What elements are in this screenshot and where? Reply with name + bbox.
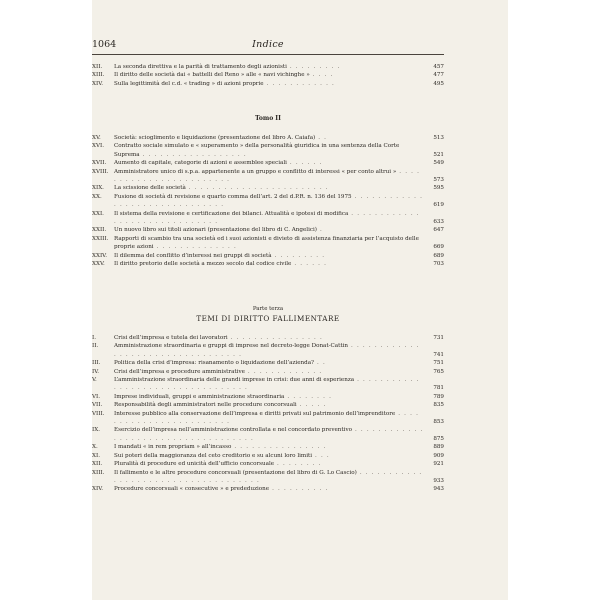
entry-title: Pluralità di procedure ed unicità dell’ufficio concorsuale bbox=[114, 461, 275, 468]
entry-leader-dots: . . . . . . . . . . bbox=[269, 486, 329, 493]
entry-page-number: 751 bbox=[433, 360, 444, 367]
entry-page-number: 765 bbox=[433, 368, 444, 375]
toc-entry bbox=[92, 393, 444, 401]
entry-title: Il sistema della revisione e certificazione dei bilanci. Attualità e ipotesi di modifica bbox=[114, 210, 349, 217]
entry-leader-dots: . . . . . . . . . bbox=[286, 64, 341, 70]
toc-entry bbox=[92, 359, 444, 367]
toc-entry bbox=[92, 80, 444, 88]
entry-leader-dots: . . . . . . . . . . . . . . . . bbox=[227, 335, 323, 341]
tomo-heading: Tomo II bbox=[255, 115, 281, 122]
header-rule bbox=[92, 54, 444, 55]
entry-roman-numeral: XVII. bbox=[92, 160, 107, 167]
entry-page-number: 633 bbox=[433, 219, 444, 226]
toc-entry bbox=[92, 401, 444, 409]
section-title: TEMI DI DIRITTO FALLIMENTARE bbox=[196, 314, 340, 323]
entry-title: Aumento di capitale, categorie di azioni e assemblee speciali bbox=[114, 160, 287, 167]
entry-title: Il fallimento e le altre procedure concorsuali (presentazione del libro di G. Lo Cascio) bbox=[114, 469, 357, 476]
toc-entry bbox=[92, 142, 444, 159]
entry-roman-numeral: XVI. bbox=[92, 143, 105, 150]
entry-leader-dots: . . bbox=[314, 360, 326, 367]
entry-leader-dots: . . . . . . . . . . . . . . . . . . bbox=[139, 151, 247, 158]
entry-roman-numeral: V. bbox=[92, 377, 97, 384]
entry-leader-dots: . . . . . . . . . . . . . . . . . . . . . . . . bbox=[114, 410, 420, 426]
entry-leader-dots: . . . . . . . . bbox=[274, 461, 322, 468]
entry-page-number: 521 bbox=[433, 151, 444, 158]
entry-leader-dots: . . . . . . . . . . . . . bbox=[244, 368, 323, 375]
toc-entry bbox=[92, 235, 444, 252]
page-header bbox=[92, 38, 444, 52]
toc-entry bbox=[92, 368, 444, 376]
entry-page-number: 741 bbox=[433, 351, 444, 358]
toc-entry bbox=[92, 168, 444, 185]
entry-roman-numeral: XXV. bbox=[92, 261, 105, 268]
toc-list-tomo bbox=[92, 134, 444, 269]
entry-roman-numeral: XX. bbox=[92, 193, 102, 200]
entry-roman-numeral: XII. bbox=[92, 461, 103, 468]
entry-page-number: 943 bbox=[433, 486, 444, 493]
entry-leader-dots: . . . . . . . . . . . . . . . . . . . . . . . . . . . . . . . . . . . . bbox=[114, 427, 424, 442]
entry-roman-numeral: XIV. bbox=[92, 80, 104, 87]
entry-title: Crisi dell’impresa e tutela dei lavoratori bbox=[114, 335, 228, 341]
entry-leader-dots: . . . . . . . . . . . . . . . . . . . . . . . . bbox=[185, 185, 329, 192]
entry-title: Amministratore unico di s.p.a. appartenente a un gruppo e conflitto di interessi « per conto altrui » bbox=[114, 168, 397, 175]
entry-roman-numeral: XIX. bbox=[92, 185, 104, 192]
entry-page-number: 853 bbox=[433, 419, 444, 426]
entry-leader-dots: . . . . . . . . . . . . . . . . bbox=[231, 444, 327, 451]
entry-title: La scissione delle società bbox=[114, 185, 186, 192]
entry-page-number: 477 bbox=[433, 72, 444, 79]
entry-title: Società: scioglimento e liquidazione (presentazione del libro A. Caiafa) bbox=[114, 135, 316, 141]
entry-leader-dots: . . . . . . . . . . . . . . bbox=[153, 244, 237, 251]
entry-page-number: 703 bbox=[433, 261, 444, 268]
toc-entry bbox=[92, 226, 444, 234]
entry-title: Esercizio dell’impresa nell’amministrazione controllata e nel concordato preventivo bbox=[114, 427, 352, 434]
entry-page-number: 669 bbox=[433, 244, 444, 251]
entry-roman-numeral: II. bbox=[92, 343, 99, 350]
toc-entry bbox=[92, 460, 444, 468]
entry-title: Il diritto pretorio delle società a mezzo secolo dal codice civile bbox=[114, 261, 292, 268]
toc-list-part bbox=[92, 334, 444, 494]
toc-entry bbox=[92, 63, 444, 71]
entry-page-number: 909 bbox=[433, 452, 444, 459]
entry-roman-numeral: I. bbox=[92, 335, 96, 341]
toc-entry bbox=[92, 342, 444, 359]
entry-leader-dots: . . . . bbox=[309, 72, 334, 79]
entry-page-number: 921 bbox=[433, 461, 444, 468]
entry-roman-numeral: VII. bbox=[92, 402, 103, 409]
toc-list-first bbox=[92, 63, 444, 88]
entry-page-number: 619 bbox=[433, 202, 444, 209]
entry-leader-dots: . . . . . . . . . . . . . . . . . . . . . . . . . . . . . . . . . . . . bbox=[114, 469, 423, 484]
entry-title: Sui poteri della maggioranza del ceto creditorio e su alcuni loro limiti bbox=[114, 452, 313, 459]
entry-leader-dots: . . . . . . . . . . . . . . . . . . . . . . . . bbox=[114, 168, 421, 184]
entry-title: Il diritto delle società dai « battelli del Reno » alle « navi vichinghe » bbox=[114, 72, 310, 79]
toc-entry bbox=[92, 443, 444, 451]
entry-roman-numeral: XXIII. bbox=[92, 235, 109, 242]
entry-roman-numeral: XII. bbox=[92, 64, 103, 70]
entry-title: Contratto sociale simulato e « superamento » della personalità giuridica in una sentenza della Corte Suprema bbox=[114, 143, 400, 158]
entry-roman-numeral: IX. bbox=[92, 427, 100, 434]
toc-entry bbox=[92, 71, 444, 79]
entry-title: L’amministrazione straordinaria delle grandi imprese in crisi: due anni di esperienza bbox=[114, 377, 355, 384]
toc-entry bbox=[92, 410, 444, 427]
entry-title: Responsabilità degli amministratori nelle procedure concorsuali bbox=[114, 402, 297, 409]
entry-page-number: 457 bbox=[433, 64, 444, 70]
entry-roman-numeral: XI. bbox=[92, 452, 100, 459]
entry-page-number: 647 bbox=[433, 227, 444, 234]
toc-entry bbox=[92, 159, 444, 167]
book-page bbox=[92, 0, 508, 600]
entry-leader-dots: . . . . . . . . . . . . bbox=[263, 80, 336, 87]
entry-title: Sulla legittimità del c.d. « trading » di azioni proprie bbox=[114, 80, 264, 87]
entry-leader-dots: . . . . . . . . . bbox=[271, 252, 326, 259]
entry-roman-numeral: XXII. bbox=[92, 227, 107, 234]
toc-entry bbox=[92, 210, 444, 227]
entry-title: Fusione di società di revisione e quarto comma dell’art. 2 del d.P.R. n. 136 del 1975 bbox=[114, 193, 352, 200]
entry-roman-numeral: XIII. bbox=[92, 469, 105, 476]
entry-roman-numeral: IV. bbox=[92, 368, 100, 375]
entry-page-number: 689 bbox=[433, 252, 444, 259]
entry-title: La seconda direttiva e la parità di trattamento degli azionisti bbox=[114, 64, 287, 70]
entry-title: Il dilemma del conflitto d’interessi nei gruppi di società bbox=[114, 252, 272, 259]
entry-title: Interesse pubblico alla conservazione dell’impresa e diritti privati sul patrimonio dell’imprenditore bbox=[114, 410, 396, 417]
entry-title: Crisi dell’impresa e procedure amministrative bbox=[114, 368, 245, 375]
entry-page-number: 889 bbox=[433, 444, 444, 451]
entry-title: Amministrazione straordinaria e gruppi di imprese nel decreto-legge Donat-Cattin bbox=[114, 343, 349, 350]
toc-entry bbox=[92, 376, 444, 393]
entry-leader-dots: . . . . . bbox=[296, 402, 327, 409]
entry-title: Imprese individuali, gruppi e amministrazione straordinaria bbox=[114, 393, 285, 400]
entry-leader-dots: . . . . . . . . . . . . . . . . . . . . . . . . . . . . . . . . . . bbox=[114, 377, 420, 392]
entry-roman-numeral: XVIII. bbox=[92, 168, 109, 175]
entry-page-number: 495 bbox=[433, 80, 444, 87]
entry-page-number: 573 bbox=[433, 177, 444, 184]
entry-title: Politica della crisi d’impresa: risanamento o liquidazione dell’azienda? bbox=[114, 360, 315, 367]
entry-roman-numeral: XXI. bbox=[92, 210, 104, 217]
entry-roman-numeral: VI. bbox=[92, 393, 101, 400]
toc-entry bbox=[92, 193, 444, 210]
entry-roman-numeral: VIII. bbox=[92, 410, 105, 417]
entry-page-number: 933 bbox=[433, 477, 444, 484]
toc-entry bbox=[92, 184, 444, 192]
toc-entry bbox=[92, 334, 444, 342]
running-title: Indice bbox=[252, 39, 284, 50]
entry-roman-numeral: XV. bbox=[92, 135, 101, 141]
entry-leader-dots: . bbox=[316, 227, 323, 234]
entry-roman-numeral: X. bbox=[92, 444, 98, 451]
toc-entry bbox=[92, 426, 444, 443]
entry-leader-dots: . . . bbox=[312, 452, 330, 459]
page-number: 1064 bbox=[92, 39, 117, 50]
entry-roman-numeral: XXIV. bbox=[92, 252, 108, 259]
entry-leader-dots: . . . . . . . . bbox=[284, 393, 333, 400]
toc-entry bbox=[92, 469, 444, 486]
entry-page-number: 513 bbox=[433, 135, 444, 141]
entry-leader-dots: . . . . . . bbox=[286, 160, 323, 167]
part-heading: Parte terza bbox=[252, 306, 284, 312]
entry-roman-numeral: XIII. bbox=[92, 72, 105, 79]
entry-page-number: 549 bbox=[433, 160, 444, 167]
entry-page-number: 781 bbox=[433, 385, 444, 392]
entry-title: Un nuovo libro sui titoli azionari (presentazione del libro di C. Angelici) bbox=[114, 227, 317, 234]
toc-entry bbox=[92, 134, 444, 142]
entry-page-number: 789 bbox=[433, 393, 444, 400]
entry-leader-dots: . . . . . . . . . . . . . . . . . . . . . . . . . . . . . . . bbox=[114, 193, 424, 209]
entry-title: I mandati « in rem propriam » all’incasso bbox=[114, 444, 232, 451]
entry-title: Rapporti di scambio tra una società ed i suoi azionisti e divieto di assistenza finanziaria per l’acquisto delle proprie azioni bbox=[114, 235, 419, 251]
entry-leader-dots: . . bbox=[315, 135, 328, 141]
entry-page-number: 731 bbox=[433, 335, 444, 341]
entry-roman-numeral: XIV. bbox=[92, 486, 104, 493]
entry-leader-dots: . . . . . . . . . . . . . . . . . . . . . . . . . . . . . . bbox=[114, 210, 420, 226]
entry-title: Procedure concorsuali « consecutive » e prededuzione bbox=[114, 486, 270, 493]
entry-page-number: 875 bbox=[433, 435, 444, 442]
toc-entry bbox=[92, 252, 444, 260]
toc-entry bbox=[92, 485, 444, 493]
entry-leader-dots: . . . . . . . . . . . . . . . . . . . . . . . . . . . . . . . . . . bbox=[114, 343, 420, 358]
entry-page-number: 835 bbox=[433, 402, 444, 409]
toc-entry bbox=[92, 260, 444, 268]
entry-page-number: 595 bbox=[433, 185, 444, 192]
entry-leader-dots: . . . . . . bbox=[291, 261, 328, 268]
toc-entry bbox=[92, 452, 444, 460]
entry-roman-numeral: III. bbox=[92, 360, 101, 367]
